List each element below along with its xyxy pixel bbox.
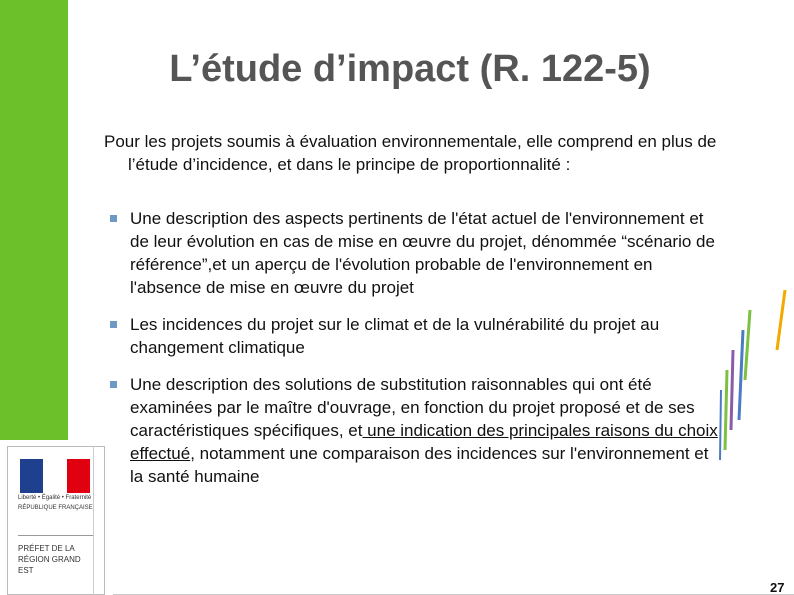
square-bullet-icon	[110, 215, 117, 222]
decorative-lines	[715, 290, 794, 590]
logo-divider	[18, 535, 94, 536]
second-logo-edge	[93, 446, 114, 595]
bullet-item	[110, 207, 725, 299]
green-side-bar	[0, 0, 68, 440]
bullet-text-underlined: une indication des principales raisons du choix effectué	[130, 421, 718, 463]
intro-paragraph: Pour les projets soumis à évaluation environnementale, elle comprend en plus de l’étude d’incidence, et dans le principe de proportionnalité :	[104, 132, 717, 174]
bullet-text-end: , notamment une comparaison des incidences sur l'environnement et la santé humaine	[130, 444, 709, 486]
logo-motto: Liberté • Égalité • Fraternité	[18, 495, 92, 501]
bullet-list	[110, 207, 725, 502]
bullet-text-start: Une description des solutions de substitution raisonnables qui ont été examinées par le maître d'ouvrage, en fonction du projet proposé et de ses caractéristiques spécifiques, et	[130, 375, 695, 440]
page-number: 27	[770, 580, 785, 595]
bullet-text: Une description des aspects pertinents de l'état actuel de l'environnement et de leur évolution en cas de mise en œuvre du projet, dénommée “scénario de référence”,et un aperçu de l'évolution probable de l'environnement en l'absence de mise en œuvre du projet	[130, 209, 715, 297]
logo-republic: RÉPUBLIQUE FRANÇAISE	[18, 505, 93, 511]
marianne-flag-icon	[20, 459, 90, 493]
prefecture-logo	[7, 446, 105, 595]
square-bullet-icon	[110, 321, 117, 328]
bullet-item	[110, 373, 725, 488]
bullet-text: Les incidences du projet sur le climat et de la vulnérabilité du projet au changement climatique	[130, 315, 660, 357]
square-bullet-icon	[110, 381, 117, 388]
bullet-item	[110, 313, 725, 359]
logo-prefet: PRÉFET DE LA RÉGION GRAND EST	[18, 544, 81, 575]
slide-title: L’étude d’impact (R. 122-5)	[169, 48, 651, 90]
